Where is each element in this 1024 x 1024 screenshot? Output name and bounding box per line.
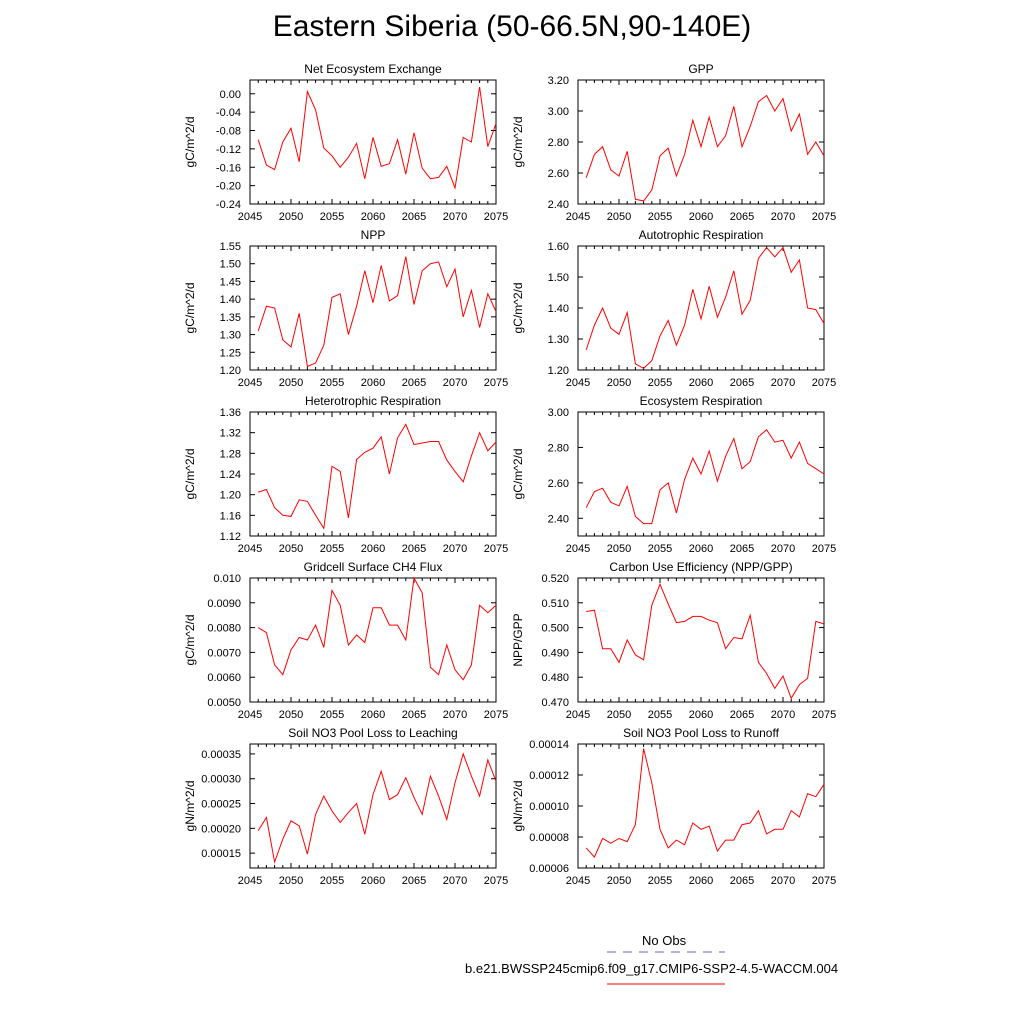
y-tick-label: 1.40 — [547, 303, 569, 315]
plot-frame — [250, 744, 496, 868]
x-tick-label: 2065 — [729, 709, 755, 721]
x-tick-label: 2055 — [319, 709, 345, 721]
y-tick-label: 1.32 — [219, 427, 241, 440]
y-tick-label: 0.0090 — [207, 597, 241, 610]
plot-frame — [578, 744, 824, 868]
y-axis-label: gC/m^2/d — [183, 282, 197, 334]
y-tick-label: 0.480 — [541, 672, 569, 685]
data-series-line — [586, 430, 824, 524]
y-tick-label: 0.00020 — [201, 823, 241, 836]
y-tick-label: 1.60 — [547, 241, 569, 253]
x-tick-label: 2055 — [319, 875, 345, 887]
y-tick-label: 0.500 — [541, 622, 569, 635]
y-tick-label: 1.12 — [219, 531, 241, 543]
x-tick-label: 2060 — [360, 377, 386, 389]
y-tick-label: 3.00 — [547, 407, 569, 419]
chart-panel-3 — [183, 228, 508, 389]
chart-panel-10 — [511, 726, 836, 887]
y-tick-label: 1.55 — [219, 241, 241, 253]
chart-panel-4 — [511, 228, 836, 389]
x-tick-label: 2070 — [770, 543, 796, 555]
y-tick-label: -0.04 — [215, 107, 241, 120]
y-tick-label: 1.50 — [547, 272, 569, 284]
legend-obs-line — [606, 948, 726, 956]
x-tick-label: 2070 — [770, 875, 796, 887]
y-tick-label: 1.45 — [219, 276, 241, 289]
y-axis-label: NPP/GPP — [511, 613, 525, 667]
y-tick-label: 2.60 — [547, 168, 569, 180]
y-tick-label: 2.80 — [547, 442, 569, 455]
data-series-line — [258, 424, 496, 528]
y-tick-label: 1.30 — [219, 329, 241, 342]
x-tick-label: 2045 — [565, 709, 591, 721]
y-axis-label: gC/m^2/d — [183, 614, 197, 666]
y-tick-label: 1.20 — [219, 365, 241, 377]
x-tick-label: 2055 — [319, 211, 345, 223]
x-tick-label: 2075 — [811, 211, 837, 223]
y-axis-label: gC/m^2/d — [183, 448, 197, 500]
x-tick-label: 2075 — [811, 875, 837, 887]
data-series-line — [258, 257, 496, 367]
x-tick-label: 2060 — [688, 377, 714, 389]
x-tick-label: 2045 — [565, 875, 591, 887]
x-tick-label: 2050 — [606, 211, 632, 223]
panel-title: Net Ecosystem Exchange — [304, 62, 442, 76]
y-tick-label: 1.20 — [547, 365, 569, 377]
page-title: Eastern Siberia (50-66.5N,90-140E) — [272, 10, 752, 43]
plot-frame — [578, 246, 824, 370]
y-tick-label: 0.0060 — [207, 672, 241, 685]
x-tick-label: 2055 — [647, 543, 673, 555]
y-tick-label: 1.20 — [219, 489, 241, 502]
y-tick-label: 2.60 — [547, 477, 569, 490]
x-tick-label: 2050 — [278, 543, 304, 555]
x-tick-label: 2060 — [360, 211, 386, 223]
chart-panel-7 — [183, 560, 508, 721]
x-tick-label: 2070 — [770, 709, 796, 721]
x-tick-label: 2070 — [770, 377, 796, 389]
data-series-line — [258, 87, 496, 188]
y-axis-label: gC/m^2/d — [183, 116, 197, 168]
x-tick-label: 2065 — [401, 875, 427, 887]
chart-panel-8 — [511, 560, 836, 721]
y-tick-label: 2.80 — [547, 137, 569, 149]
y-tick-label: -0.08 — [215, 125, 241, 138]
x-tick-label: 2060 — [360, 543, 386, 555]
x-tick-label: 2050 — [278, 709, 304, 721]
y-tick-label: 1.28 — [219, 448, 241, 461]
y-tick-label: 0.00006 — [529, 863, 569, 875]
chart-panel-1 — [183, 62, 508, 223]
x-tick-label: 2045 — [237, 709, 263, 721]
panel-title: NPP — [360, 228, 386, 242]
data-series-line — [258, 578, 496, 680]
y-axis-label: gN/m^2/d — [511, 780, 525, 832]
y-tick-label: 1.16 — [219, 510, 241, 523]
plot-frame — [250, 412, 496, 536]
x-tick-label: 2060 — [688, 211, 714, 223]
panel-title: Heterotrophic Respiration — [304, 394, 442, 408]
x-tick-label: 2045 — [237, 377, 263, 389]
x-tick-label: 2060 — [688, 543, 714, 555]
panel-title: Autotrophic Respiration — [638, 228, 764, 242]
plot-frame — [250, 246, 496, 370]
x-tick-label: 2060 — [688, 875, 714, 887]
data-series-line — [586, 96, 824, 201]
data-series-line — [586, 248, 824, 369]
y-tick-label: 1.25 — [219, 347, 241, 360]
y-axis-label: gC/m^2/d — [511, 282, 525, 334]
plot-frame — [578, 80, 824, 204]
y-tick-label: 0.010 — [213, 573, 241, 585]
y-tick-label: 0.490 — [541, 647, 569, 660]
y-tick-label: -0.12 — [215, 143, 241, 156]
y-tick-label: 0.0070 — [207, 647, 241, 660]
plot-frame — [250, 578, 496, 702]
plot-frame — [578, 578, 824, 702]
y-tick-label: 0.470 — [541, 697, 569, 709]
y-tick-label: 1.40 — [219, 294, 241, 307]
y-tick-label: 1.36 — [219, 407, 241, 419]
x-tick-label: 2055 — [647, 211, 673, 223]
y-tick-label: 0.510 — [541, 597, 569, 610]
x-tick-label: 2075 — [811, 709, 837, 721]
legend-model-label: b.e21.BWSSP245cmip6.f09_g17.CMIP6-SSP2-4.5-WACCM.004 — [465, 961, 839, 976]
x-tick-label: 2075 — [483, 211, 509, 223]
x-tick-label: 2050 — [606, 709, 632, 721]
panel-title: GPP — [688, 62, 714, 76]
x-tick-label: 2055 — [647, 875, 673, 887]
y-tick-label: 0.0050 — [207, 697, 241, 709]
x-tick-label: 2065 — [401, 377, 427, 389]
x-tick-label: 2065 — [729, 211, 755, 223]
y-tick-label: 1.30 — [547, 334, 569, 346]
panel-title: Soil NO3 Pool Loss to Runoff — [623, 726, 779, 740]
x-tick-label: 2075 — [811, 543, 837, 555]
chart-panel-6 — [511, 394, 836, 555]
x-tick-label: 2055 — [319, 543, 345, 555]
x-tick-label: 2055 — [647, 709, 673, 721]
x-tick-label: 2045 — [237, 211, 263, 223]
x-tick-label: 2070 — [442, 377, 468, 389]
data-series-line — [586, 749, 824, 858]
y-tick-label: 0.0080 — [207, 622, 241, 635]
y-tick-label: 2.40 — [547, 199, 569, 211]
legend-obs-label: No Obs — [642, 933, 687, 948]
chart-panel-2 — [511, 62, 836, 223]
x-tick-label: 2050 — [278, 875, 304, 887]
y-tick-label: 0.00035 — [201, 748, 241, 761]
y-tick-label: 0.00 — [219, 88, 241, 101]
y-tick-label: 1.50 — [219, 258, 241, 271]
x-tick-label: 2065 — [729, 377, 755, 389]
y-tick-label: 0.00008 — [529, 832, 569, 844]
y-tick-label: 0.520 — [541, 573, 569, 585]
x-tick-label: 2065 — [729, 543, 755, 555]
y-tick-label: 0.00025 — [201, 798, 241, 811]
panel-title: Gridcell Surface CH4 Flux — [303, 560, 443, 574]
x-tick-label: 2075 — [483, 543, 509, 555]
x-tick-label: 2075 — [483, 875, 509, 887]
x-tick-label: 2075 — [483, 377, 509, 389]
x-tick-label: 2070 — [442, 875, 468, 887]
x-tick-label: 2070 — [770, 211, 796, 223]
x-tick-label: 2045 — [565, 543, 591, 555]
plot-frame — [250, 80, 496, 204]
y-axis-label: gC/m^2/d — [511, 116, 525, 168]
x-tick-label: 2045 — [565, 211, 591, 223]
y-tick-label: -0.20 — [215, 180, 241, 193]
data-series-line — [586, 584, 824, 698]
y-tick-label: 1.35 — [219, 311, 241, 324]
data-series-line — [258, 754, 496, 862]
x-tick-label: 2050 — [606, 875, 632, 887]
y-tick-label: 0.00012 — [529, 770, 569, 782]
x-tick-label: 2060 — [360, 709, 386, 721]
y-tick-label: 3.20 — [547, 75, 569, 87]
x-tick-label: 2050 — [606, 377, 632, 389]
x-tick-label: 2050 — [278, 211, 304, 223]
x-tick-label: 2070 — [442, 709, 468, 721]
chart-panel-9 — [183, 726, 508, 887]
y-tick-label: 0.00015 — [201, 848, 241, 861]
x-tick-label: 2055 — [319, 377, 345, 389]
x-tick-label: 2050 — [606, 543, 632, 555]
y-tick-label: 0.00014 — [529, 739, 569, 751]
x-tick-label: 2055 — [647, 377, 673, 389]
panel-title: Soil NO3 Pool Loss to Leaching — [288, 726, 458, 740]
x-tick-label: 2045 — [237, 543, 263, 555]
panel-title: Ecosystem Respiration — [639, 394, 763, 408]
x-tick-label: 2070 — [442, 211, 468, 223]
y-axis-label: gC/m^2/d — [511, 448, 525, 500]
legend-model-line — [606, 980, 726, 988]
x-tick-label: 2065 — [401, 543, 427, 555]
x-tick-label: 2060 — [360, 875, 386, 887]
y-tick-label: 1.24 — [219, 469, 241, 481]
x-tick-label: 2065 — [401, 211, 427, 223]
x-tick-label: 2065 — [401, 709, 427, 721]
x-tick-label: 2065 — [729, 875, 755, 887]
x-tick-label: 2045 — [237, 875, 263, 887]
y-tick-label: -0.24 — [215, 199, 241, 211]
y-tick-label: 0.00010 — [529, 801, 569, 813]
x-tick-label: 2075 — [483, 709, 509, 721]
y-axis-label: gN/m^2/d — [183, 780, 197, 832]
x-tick-label: 2045 — [565, 377, 591, 389]
x-tick-label: 2060 — [688, 709, 714, 721]
y-tick-label: 3.00 — [547, 106, 569, 118]
x-tick-label: 2075 — [811, 377, 837, 389]
y-tick-label: 0.00030 — [201, 773, 241, 786]
x-tick-label: 2050 — [278, 377, 304, 389]
y-tick-label: -0.16 — [215, 162, 241, 175]
y-tick-label: 2.40 — [547, 513, 569, 526]
x-tick-label: 2070 — [442, 543, 468, 555]
chart-panel-5 — [183, 394, 508, 555]
panel-title: Carbon Use Efficiency (NPP/GPP) — [609, 560, 793, 574]
